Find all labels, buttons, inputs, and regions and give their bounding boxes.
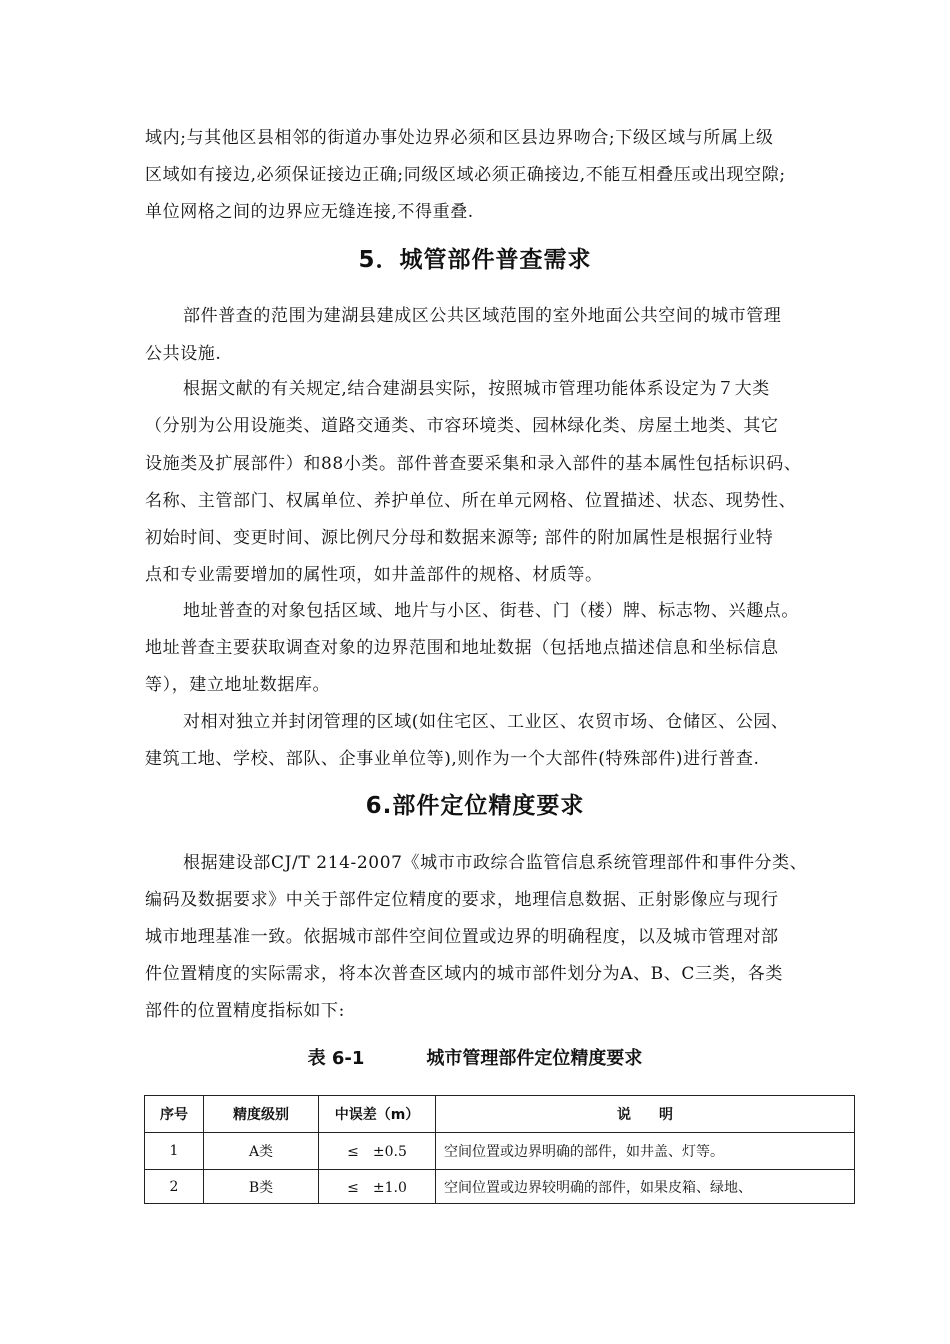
table-header-row [145,1096,855,1133]
header-description: 说 明 [436,1096,855,1133]
paragraph-line: 等），建立地址数据库。 [145,675,331,695]
paragraph-line: 地址普查的对象包括区域、地片与小区、街巷、门（楼）牌、标志物、兴趣点。 [183,601,799,621]
paragraph-line: 区域如有接边,必须保证接边正确;同级区域必须正确接边,不能互相叠压或出现空隙; [145,165,786,185]
table-row [145,1133,855,1170]
paragraph-line: 城市地理基准一致。依据城市部件空间位置或边界的明确程度，以及城市管理对部 [145,927,779,947]
paragraph-line: 部件普查的范围为建湖县建成区公共区域范围的室外地面公共空间的城市管理 [183,306,782,326]
cell-index: 2 [145,1170,204,1204]
cell-mean-error: ≤ ±0.5 [319,1133,436,1170]
paragraph-line: 编码及数据要求》中关于部件定位精度的要求，地理信息数据、正射影像应与现行 [145,890,779,910]
paragraph-line: 建筑工地、学校、部队、企事业单位等),则作为一个大部件(特殊部件)进行普查. [145,749,760,769]
paragraph-line: 部件的位置精度指标如下: [145,1001,345,1021]
header-index: 序号 [145,1096,204,1133]
paragraph-line: 根据文献的有关规定,结合建湖县实际，按照城市管理功能体系设定为７大类 [183,379,770,399]
cell-precision-level: A类 [204,1133,319,1170]
paragraph-line: 名称、主管部门、权属单位、养护单位、所在单元网格、位置描述、状态、现势性、 [145,491,797,511]
table-caption [0,1047,950,1071]
paragraph-line: 域内;与其他区县相邻的街道办事处边界必须和区县边界吻合;下级区域与所属上级 [145,128,774,148]
paragraph-line: 单位网格之间的边界应无缝连接,不得重叠. [145,202,474,222]
paragraph-line: 公共设施. [145,344,222,364]
paragraph-line: （分别为公用设施类、道路交通类、市容环境类、园林绿化类、房屋土地类、其它 [145,416,779,436]
paragraph-line: 对相对独立并封闭管理的区域(如住宅区、工业区、农贸市场、仓储区、公园、 [183,712,789,732]
cell-description: 空间位置或边界较明确的部件，如果皮箱、绿地、 [436,1170,855,1204]
cell-description: 空间位置或边界明确的部件，如井盖、灯等。 [436,1133,855,1170]
header-mean-error: 中误差（m） [319,1096,436,1133]
cell-index: 1 [145,1133,204,1170]
header-precision-level: 精度级别 [204,1096,319,1133]
section-heading-6: 6.部件定位精度要求 [365,793,585,819]
table-row [145,1170,855,1204]
table-caption-title: 城市管理部件定位精度要求 [426,1048,643,1069]
precision-table [144,1095,855,1204]
paragraph-line: 件位置精度的实际需求，将本次普查区域内的城市部件划分为A、B、C三类，各类 [145,964,783,984]
section-heading-5: 5．城管部件普查需求 [358,247,592,273]
paragraph-line: 初始时间、变更时间、源比例尺分母和数据来源等; 部件的附加属性是根据行业特 [145,528,774,548]
paragraph-line: 根据建设部CJ/T 214-2007《城市市政综合监管信息系统管理部件和事件分类、 [183,853,808,873]
cell-mean-error: ≤ ±1.0 [319,1170,436,1204]
paragraph-line: 地址普查主要获取调查对象的边界范围和地址数据（包括地点描述信息和坐标信息 [145,638,779,658]
paragraph-line: 设施类及扩展部件）和88小类。部件普查要采集和录入部件的基本属性包括标识码、 [145,454,802,474]
table-caption-number: 表 6-1 [307,1048,365,1069]
cell-precision-level: B类 [204,1170,319,1204]
paragraph-line: 点和专业需要增加的属性项，如井盖部件的规格、材质等。 [145,565,603,585]
